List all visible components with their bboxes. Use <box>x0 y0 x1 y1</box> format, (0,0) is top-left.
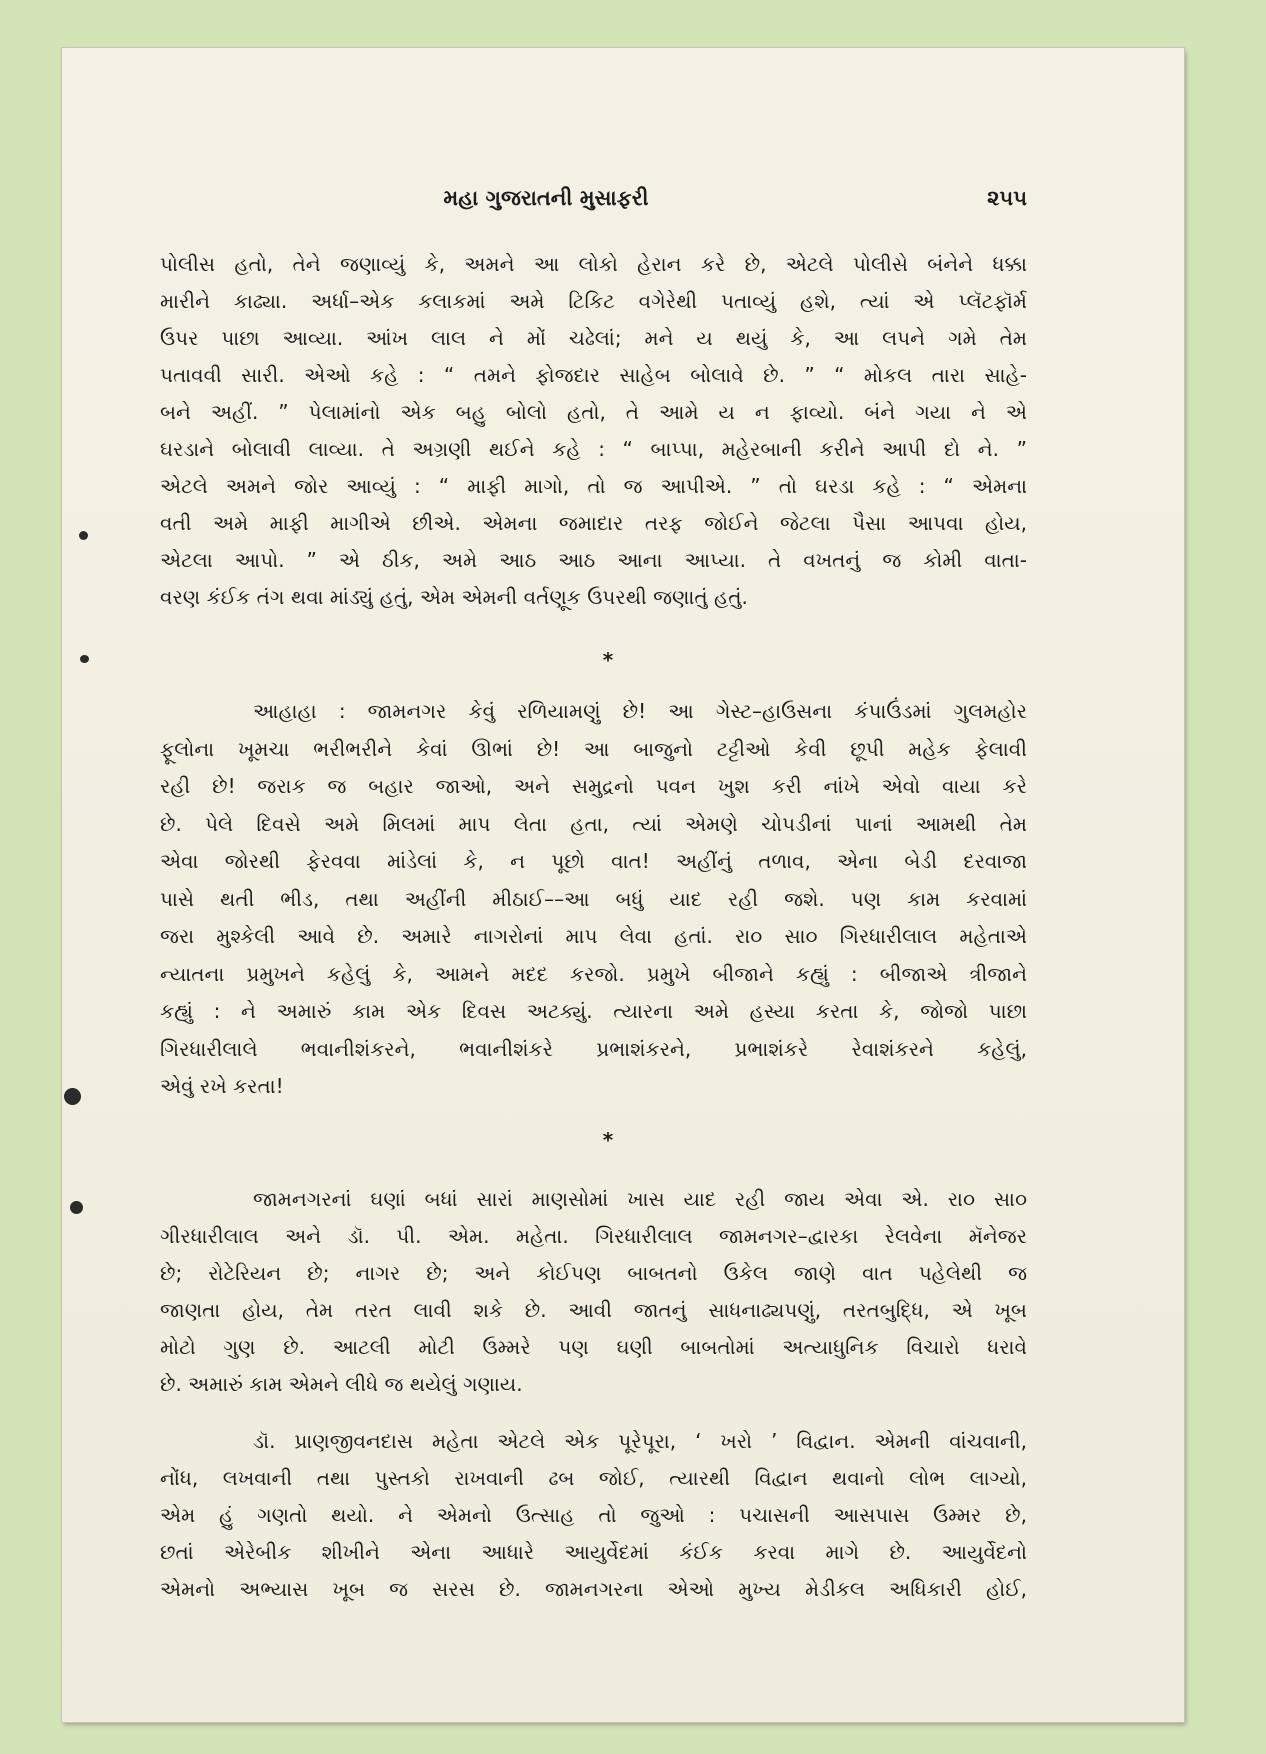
text-line: ઉપર પાછા આવ્યા. આંખ લાલ ને મોં ચઢેલાં; મને ય થયું કે, આ લપને ગમે તેમ <box>160 326 1027 350</box>
text-line: પતાવવી સારી. એઓ કહે : “ તમને ફોજદાર સાહેબ બોલાવે છે. ” “ મોકલ તારા સાહે- <box>160 363 1027 387</box>
text-line: એમનો અભ્યાસ ખૂબ જ સરસ છે. જામનગરના એઓ મુખ્ય મેડીકલ અધિકારી હોઈ, <box>160 1577 1027 1601</box>
text-line: ઘરડાને બોલાવી લાવ્યા. તે અગ્રણી થઈને કહે : “ બાપ્પા, મહેરબાની કરીને આપી દો ને. ” <box>160 437 1027 461</box>
text-line: છે. પેલે દિવસે અમે મિલમાં માપ લેતા હતા, ત્યાં એમણે ચોપડીનાં પાનાં આમથી તેમ <box>160 811 1027 836</box>
text-line: છે; રોટેરિયન છે; નાગર છે; અને કોઈપણ બાબતનો ઉકેલ જાણે વાત પહેલેથી જ <box>160 1261 1027 1285</box>
paragraph <box>160 693 1027 1106</box>
text-line: એટલા આપો. ” એ ઠીક, અમે આઠ આઠ આના આપ્યા. તે વખતનું જ કોમી વાતા- <box>160 548 1027 572</box>
punch-hole-mark <box>79 531 88 540</box>
text-line: એમ હું ગણતો થયો. ને એમનો ઉત્સાહ તો જુઓ : પચાસની આસપાસ ઉમ્મર છે, <box>160 1503 1027 1527</box>
text-line: બને અહીં. ” પેલામાંનો એક બહુ બોલો હતો, તે આમે ય ન ફાવ્યો. બંને ગયા ને એ <box>160 400 1027 424</box>
text-line: પાસે થતી ભીડ, તથા અહીંની મીઠાઈ––આ બધું યાદ રહી જશે. પણ કામ કરવામાં <box>160 886 1027 911</box>
text-line: જાણતા હોય, તેમ તરત લાવી શકે છે. આવી જાતનું સાધનાઢ્યપણું, તરતબુદ્ધિ, એ ખૂબ <box>160 1298 1027 1322</box>
text-line: ફૂલોના ખૂમચા ભરીભરીને કેવાં ઊભાં છે! આ બાજુનો ટટ્ટીઓ કેવી છૂપી મહેક ફેલાવી <box>160 736 1027 761</box>
text-line: એવા જોરથી ફેરવવા માંડેલાં કે, ન પૂછો વાત! અહીંનું તળાવ, એના બેડી દરવાજા <box>160 849 1027 873</box>
text-line: ગિરધારીલાલે ભવાનીશંકરને, ભવાનીશંકરે પ્રભાશંકરને, પ્રભાશંકરે રેવાશંકરને કહેલું, <box>160 1036 1027 1061</box>
text-line: છે. અમારું કામ એમને લીધે જ થયેલું ગણાય. <box>160 1372 523 1396</box>
text-line: એટલે અમને જોર આવ્યું : “ માફી માગો, તો જ આપીએ. ” તો ઘરડા કહે : “ એમના <box>160 474 1027 498</box>
punch-hole-mark <box>64 1088 81 1105</box>
text-line: એવું રખે કરતા! <box>160 1074 284 1098</box>
text-line: પોલીસ હતો, તેને જણાવ્યું કે, અમને આ લોકો હેરાન કરે છે, એટલે પોલીસે બંનેને ધક્કા <box>160 252 1027 276</box>
section-separator: * <box>602 1128 614 1152</box>
text-line: વતી અમે માફી માગીએ છીએ. એમના જમાદાર તરફ જોઈને જેટલા પૈસા આપવા હોય, <box>160 511 1027 535</box>
text-line: રહી છે! જરાક જ બહાર જાઓ, અને સમુદ્રનો પવન ખુશ કરી નાંખે એવો વાયા કરે <box>160 774 1027 798</box>
text-line: વરણ કંઈક તંગ થવા માંડ્યું હતું, એમ એમની વર્તણૂક ઉપરથી જણાતું હતું. <box>160 585 748 609</box>
punch-hole-mark <box>70 1201 83 1214</box>
text-line: ડૉ. પ્રાણજીવનદાસ મહેતા એટલે એક પૂરેપૂરા, ‘ ખરો ’ વિદ્વાન. એમની વાંચવાની, <box>253 1429 1027 1453</box>
text-line: આહાહા : જામનગર કેવું રળિયામણું છે! આ ગેસ્ટ–હાઉસના કંપાઉંડમાં ગુલમહોર <box>253 699 1027 723</box>
paragraph <box>160 1181 1027 1403</box>
text-line: કહ્યું : ને અમારું કામ એક દિવસ અટક્યું. ત્યારના અમે હસ્યા કરતા કે, જોજો પાછા <box>160 999 1027 1023</box>
text-line: છતાં એરેબીક શીખીને એના આધારે આયુર્વેદમાં કંઈક કરવા માગે છે. આયુર્વેદનો <box>160 1540 1027 1564</box>
punch-hole-mark <box>80 655 89 663</box>
text-line: મારીને કાઢ્યા. અર્ધા–એક કલાકમાં અમે ટિકિટ વગેરેથી પતાવ્યું હશે, ત્યાં એ પ્લૅટફૉર્મ <box>160 289 1027 313</box>
text-line: મોટો ગુણ છે. આટલી મોટી ઉમ્મરે પણ ઘણી બાબતોમાં અત્યાધુનિક વિચારો ધરાવે <box>160 1335 1027 1359</box>
text-line: ગીરધારીલાલ અને ડૉ. પી. એમ. મહેતા. ગિરધારીલાલ જામનગર–દ્વારકા રેલવેના મૅનેજર <box>160 1224 1027 1248</box>
page-number: ૨૫૫ <box>987 186 1027 210</box>
section-separator: * <box>602 648 614 672</box>
running-header-title: મહા ગુજરાતની મુસાફરી <box>443 186 649 210</box>
text-line: ન્યાતના પ્રમુખને કહેલું કે, આમને મદદ કરજો. પ્રમુખે બીજાને કહ્યું : બીજાએ ત્રીજાને <box>160 961 1027 986</box>
text-line: નોંધ, લખવાની તથા પુસ્તકો રાખવાની ઢબ જોઈ, ત્યારથી વિદ્વાન થવાનો લોભ લાગ્યો, <box>160 1466 1027 1490</box>
paragraph <box>160 1423 1027 1608</box>
paragraph <box>160 246 1027 616</box>
text-line: જરા મુશ્કેલી આવે છે. અમારે નાગરોનાં માપ લેવા હતાં. રા૦ સા૦ ગિરધારીલાલ મહેતાએ <box>160 924 1027 948</box>
text-line: જામનગરનાં ઘણાં બધાં સારાં માણસોમાં ખાસ યાદ રહી જાય એવા એ. રા૦ સા૦ <box>253 1187 1027 1211</box>
